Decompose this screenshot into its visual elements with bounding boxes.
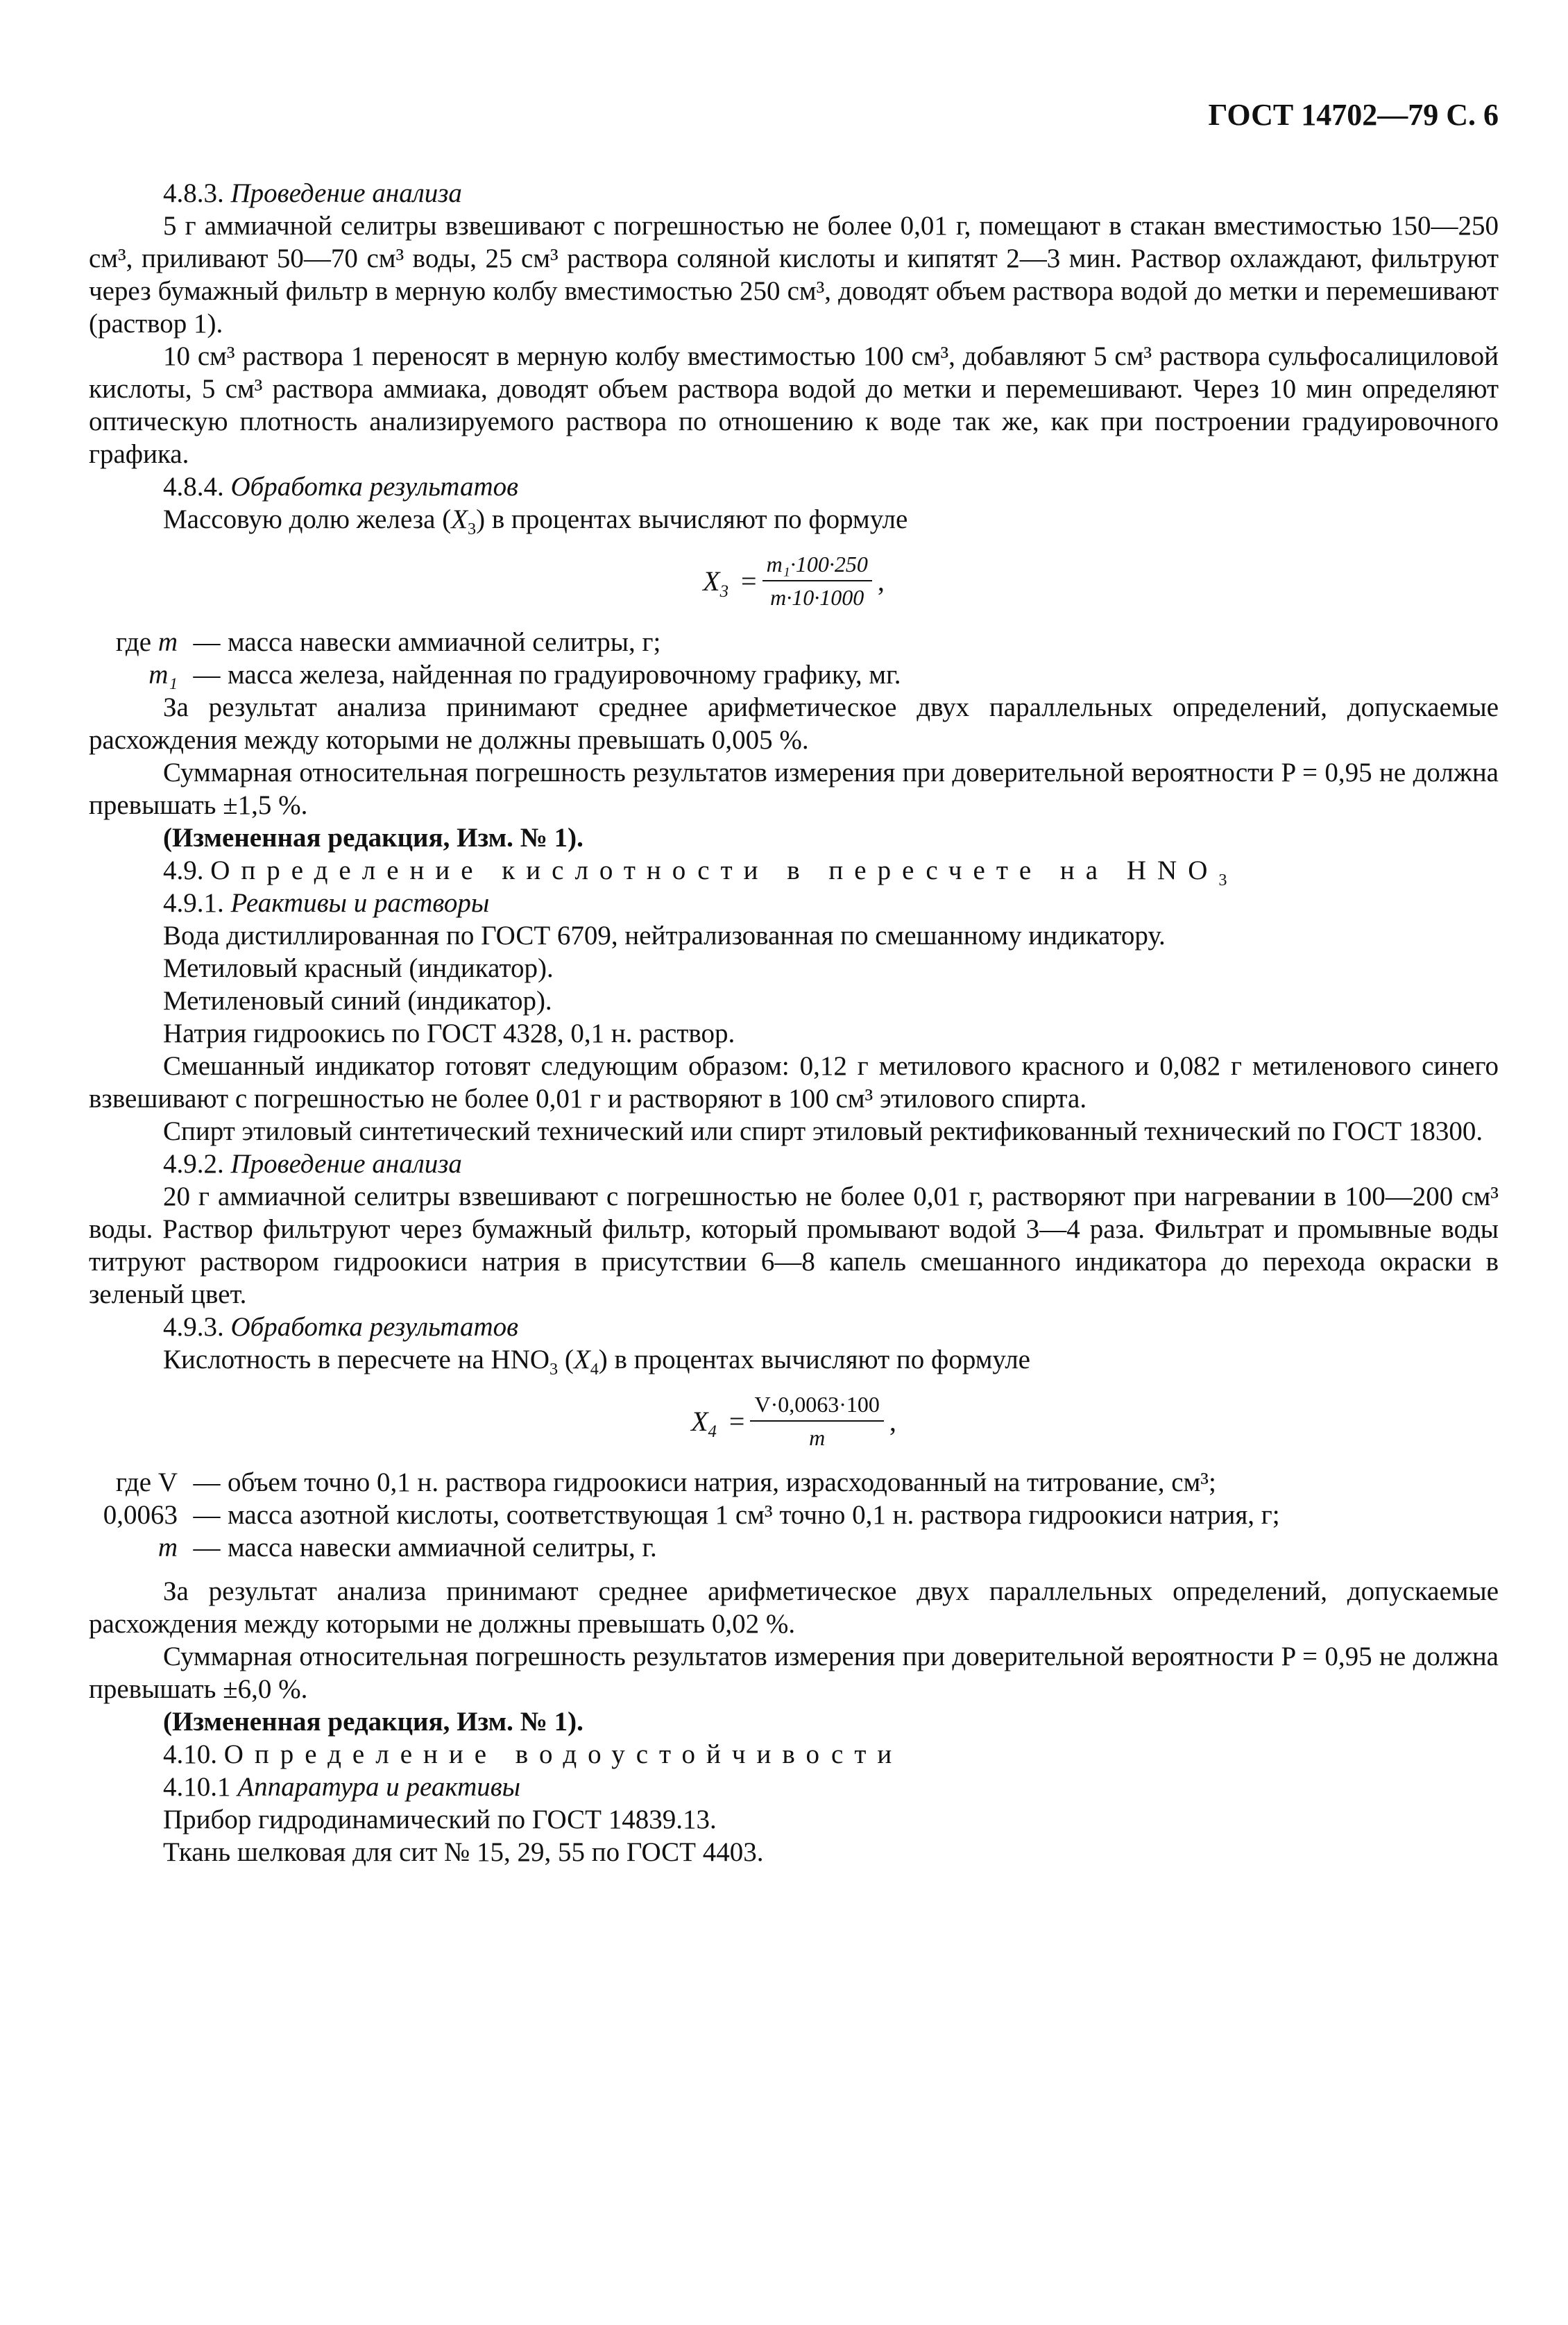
fraction: $\frac{V\cdot 0,0063\cdot 100}{m}$ (750, 1390, 883, 1451)
section-heading-4-9: 4.9. Определение кислотности в пересчете на $HNO_3$ (163, 855, 1227, 889)
document-body (89, 177, 1499, 1868)
paragraph: Смешанный индикатор готовят следующим образом: 0,12 г метилового красного и 0,082 г метиленового синего взвешивают с погрешностью не более 0,01 г и растворяют в 100 см³ этилового спирта. (89, 1051, 1499, 1114)
paragraph: За результат анализа принимают среднее арифметическое двух параллельных определений, допускаемые расхождения между которыми не должны превышать 0,005 %. (89, 692, 1499, 755)
section-heading-4-10: 4.10. Определение водоустойчивости (163, 1739, 903, 1769)
formula-intro: Массовую долю железа $(X_3)$ в процентах вычисляют по формуле (163, 504, 908, 538)
formula-x4: $X_4$ = $\frac{V\cdot 0,0063\cdot 100}{m}$ , (691, 1392, 896, 1450)
list-item: Натрия гидроокись по ГОСТ 4328, 0,1 н. раствор. (163, 1019, 735, 1048)
definition-list: где V — объем точно 0,1 н. раствора гидроокиси натрия, израсходованный на титрование, см³; 0,0063 — масса азотной кислоты, соответствующая 1 см³ точно 0,1 н. раствора гидроокиси натрия, г; m — масса навески аммиачной селитры, г. (103, 1467, 1280, 1562)
list-item: Метиленовый синий (индикатор). (163, 986, 552, 1016)
section-heading-4-10-1: 4.10.1 Аппаратура и реактивы (163, 1772, 521, 1802)
section-heading-4-8-3: 4.8.3. Проведение анализа (163, 178, 462, 208)
list-item: Ткань шелковая для сит № 15, 29, 55 по ГОСТ 4403. (163, 1837, 764, 1867)
formula-intro: Кислотность в пересчете на $HNO_3$ $(X_4)$ в процентах вычисляют по формуле (163, 1345, 1030, 1379)
list-item: Вода дистиллированная по ГОСТ 6709, нейтрализованная по смешанному индикатору. (163, 921, 1166, 951)
section-heading-4-8-4: 4.8.4. Обработка результатов (163, 472, 519, 502)
paragraph: За результат анализа принимают среднее арифметическое двух параллельных определений, допускаемые расхождения между которыми не должны превышать 0,02 %. (89, 1576, 1499, 1639)
page-header: ГОСТ 14702—79 С. 6 (1208, 98, 1499, 132)
section-heading-4-9-1: 4.9.1. Реактивы и растворы (163, 888, 490, 918)
edit-note: (Измененная редакция, Изм. № 1). (163, 823, 583, 853)
paragraph: Суммарная относительная погрешность результатов измерения при доверительной вероятности P = 0,95 не должна превышать ±6,0 %. (89, 1642, 1499, 1704)
paragraph: Суммарная относительная погрешность результатов измерения при доверительной вероятности P = 0,95 не должна превышать ±1,5 %. (89, 758, 1499, 820)
definition-list: где m — масса навески аммиачной селитры, г; m₁ — масса железа, найденная по градуировочному графику, мг. (115, 627, 901, 690)
list-item: Метиловый красный (индикатор). (163, 953, 554, 983)
fraction: $\frac{\text{m₁·100·250}}{m\cdot 10\cdot 1000}$ (762, 550, 872, 611)
paragraph: 20 г аммиачной селитры взвешивают с погрешностью не более 0,01 г, растворяют при нагревании в 100—200 см³ воды. Раствор фильтруют через бумажный фильтр, который промывают водой 3—4 раза. Фильтрат и промывные воды титруют раствором гидроокиси натрия в присутствии 6—8 капель смешанного индикатора до перехода окраски в зеленый цвет. (89, 1182, 1499, 1309)
section-heading-4-9-3: 4.9.3. Обработка результатов (163, 1312, 519, 1342)
edit-note: (Измененная редакция, Изм. № 1). (163, 1707, 583, 1737)
paragraph: 10 см³ раствора 1 переносят в мерную колбу вместимостью 100 см³, добавляют 5 см³ раствора сульфосалициловой кислоты, 5 см³ раствора аммиака, доводят объем раствора водой до метки и перемешивают. Через 10 мин определяют оптическую плотность анализируемого раствора по отношению к воде так же, как при построении градуировочного графика. (89, 341, 1499, 469)
formula-x3: $X_3$ = $\frac{\text{m₁·100·250}}{m\cdot 10\cdot 1000}$ , (703, 552, 885, 610)
paragraph: 5 г аммиачной селитры взвешивают с погрешностью не более 0,01 г, помещают в стакан вместимостью 150—250 см³, приливают 50—70 см³ воды, 25 см³ раствора соляной кислоты и кипятят 2—3 мин. Раствор охлаждают, фильтруют через бумажный фильтр в мерную колбу вместимостью 250 см³, доводят объем раствора водой до метки и перемешивают (раствор 1). (89, 211, 1499, 339)
section-heading-4-9-2: 4.9.2. Проведение анализа (163, 1149, 462, 1179)
paragraph: Спирт этиловый синтетический технический или спирт этиловый ректификованный технический по ГОСТ 18300. (163, 1116, 1483, 1146)
list-item: Прибор гидродинамический по ГОСТ 14839.13. (163, 1805, 717, 1834)
